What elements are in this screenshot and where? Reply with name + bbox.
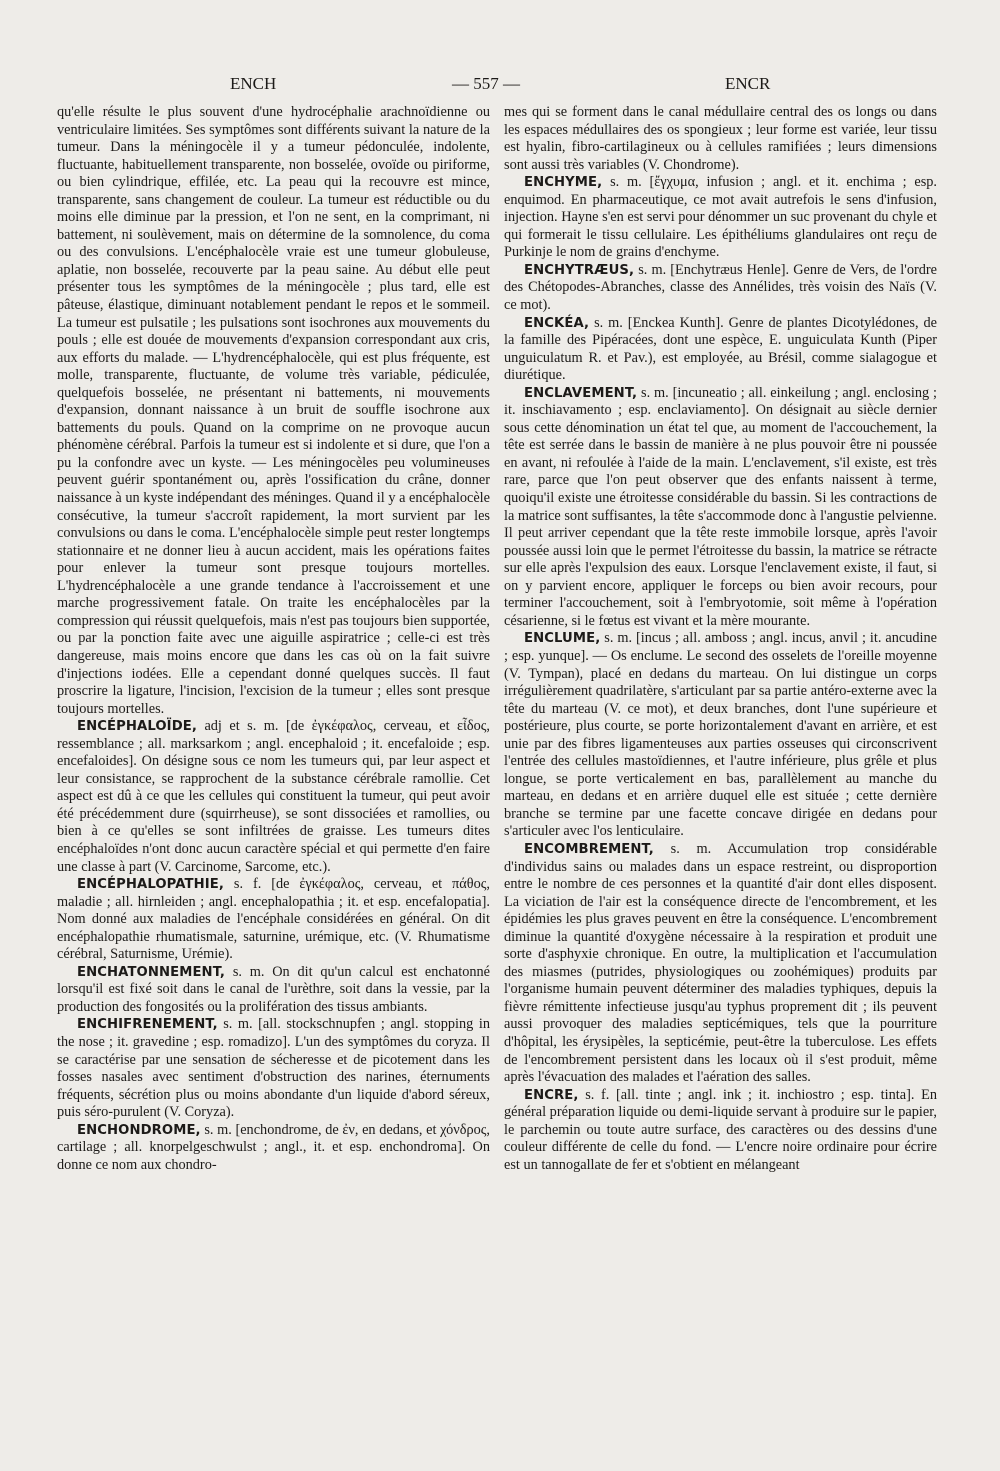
entry-text: qu'elle résulte le plus souvent d'une hydrocéphalie arachnoïdienne ou ventriculaire limitées. Ses symptômes sont différents suivant la nature de la tumeur. Dans la méningocèle il y a tumeur pédonculée, indolente, fluctuante, habituellement transparente, non bosselée, ovoïde ou piriforme, ou bien cylindrique, effilée, etc. La peau qui la recouvre est mince, transparente, sans changement de couleur. La tumeur est réductible ou du moins elle diminue par la pression, et l'on ne sent, en la comprimant, ni battement, ni soulèvement, mais on détermine de la somnolence, du coma ou des convulsions. L'encéphalocèle vraie est une tumeur globuleuse, aplatie, non bosselée, recouverte par la peau saine. Au début elle peut présenter tous les symptômes de la méningocèle ; plus tard, elle est pâteuse, élastique, diminuant notablement pendant le repos et le sommeil. La tumeur est pulsatile ; les pulsations sont isochrones aux mouvements du pouls ; elle est douée de mouvements d'expansion correspondant aux cris, aux efforts du malade. — L'hydrencéphalocèle, qui est plus fréquente, est molle, transparente, fluctuante, de volume très variable, pédiculée, quelquefois bosselée, ne présentant ni battements, ni mouvements d'expansion, donnant naissance à un bruit de souffle isochrone aux battements du pouls. Quand on la comprime on ne provoque aucun phénomène cérébral. Parfois la tumeur est si indolente et si dure, que l'on a pu la confondre avec un kyste. — Les méningocèles peu volumineuses peuvent guérir spontanément ou, après l'ossification du crâne, donner naissance à un kyste indépendant des méninges. Quand il y a encéphalocèle consécutive, la tumeur s'accroît rapidement, la mort survient par les convulsions ou dans le coma. L'encéphalocèle simple peut rester longtemps stationnaire et ne donner lieu à aucun accident, mais les opérations faites pour enlever la tumeur sont presque toujours mortelles. L'hydrencéphalocèle a une grande tendance à l'accroissement et une marche progressivement fatale. On traite les encéphalocèles par la compression qui réussit quelquefois, mais n'est pas toujours bien supportée, ou par la ponction faite avec une aiguille aspiratrice ; celle-ci est très dangereuse, mais moins encore que dans les cas où on la fait suivre d'injections iodées. Elle a cependant donné quelques succès. Il faut proscrire la ligature, l'incision, l'excision de la tumeur ; elles sont presque toujours mortelles.	[57, 104, 490, 717]
entry-headword: ENCLUME,	[524, 631, 601, 647]
entry-headword: ENCHYME,	[524, 175, 603, 191]
entry-headword: ENCHIFRENEMENT,	[77, 1017, 218, 1033]
entry-text: s. m. [Enchytræus Henle]. Genre de Vers, de l'ordre des Chétopodes-Abranches, classe des Annélides, très voisin des Naïs (V. ce mot).	[504, 261, 937, 314]
entry-enchyme	[504, 174, 937, 262]
entry-text: s. m. [all. stockschnupfen ; angl. stopping in the nose ; it. gravedine ; esp. romadizo]. L'un des symptômes du coryza. Il se caractérise par une sensation de sécheresse et de picotement dans les fosses nasales avec sentiment d'obstruction des narines, éternuments fréquents, sécrétion plus ou moins abondante d'un liquide d'abord séreux, puis séro-purulent (V. Coryza).	[57, 1016, 490, 1121]
entry-encephalopathie	[57, 876, 490, 964]
entry-encephaloide	[57, 718, 490, 876]
entry-enclume	[504, 630, 937, 841]
entry-text: s. f. [all. tinte ; angl. ink ; it. inchiostro ; esp. tinta]. En général préparation liquide ou demi-liquide servant à produire sur le papier, le parchemin ou toute autre surface, des caractères ou des dessins d'une couleur différente de celle du fond. — L'encre noire ordinaire pour écrire est un tannogallate de fer et s'obtient en mélangeant	[504, 1086, 937, 1173]
entry-encombrement	[504, 841, 937, 1087]
entry-encre	[504, 1087, 937, 1175]
entry-text: s. m. [incus ; all. amboss ; angl. incus, anvil ; it. ancudine ; esp. yunque]. — Os enclume. Le second des osselets de l'oreille moyenne (V. Tympan), placé en dedans du marteau. On lui distingue un corps irrégulièrement quadrilatère, s'articulant par sa partie antéro-externe avec la tête du marteau (V. ce mot), et deux branches, dont l'une supérieure et postérieure, plus courte, se porte horizontalement d'avant en arrière, et est unie par des fibres ligamenteuses aux parties osseuses qui circonscrivent l'entrée des cellules mastoïdiennes, et l'autre inférieure, plus grêle et plus longue, se porte verticalement en bas, parallèlement au manche du marteau, en dedans et en arrière duquel elle est située ; cette dernière branche se termine par une facette concave dirigée en dedans pour s'articuler avec l'os lenticulaire.	[504, 630, 937, 840]
entry-text: adj et s. m. [de ἐγκέφαλος, cerveau, et εἶδος, ressemblance ; all. marksarkom ; angl. encephaloid ; it. encefaloide ; esp. encefaloides]. On désigne sous ce nom les tumeurs qui, par leur aspect et leur consistance, se rapprochent de la substance cérébrale ramollie. Cet aspect est dû à ce que les cellules qui constituent la tumeur, qui peut avoir été précédemment dure (squirrheuse), se sont dissociées et ramollies, ou bien à ce qu'elles se sont infiltrées de graisse. Les tumeurs dites encéphaloïdes n'ont donc aucun caractère spécial et qui permette d'en faire une classe à part (V. Carcinome, Sarcome, etc.).	[57, 718, 490, 875]
entry-headword: ENCÉPHALOÏDE,	[77, 719, 197, 735]
entry-enchytraeus	[504, 262, 937, 315]
entry-text: s. m. [Enckea Kunth]. Genre de plantes Dicotylédones, de la famille des Pipéracées, dont une espèce, E. unguiculata Kunth (Piper unguiculatum R. et Pav.), est employée, au Brésil, comme sialagogue et diurétique.	[504, 314, 937, 384]
entry-text: s. m. Accumulation trop considérable d'individus sains ou malades dans un espace restreint, ou disproportion entre le nombre de ces personnes et la quantité d'air dont elles disposent. La viciation de l'air est la conséquence directe de l'encombrement, et les épidémies les plus graves peuvent en être la conséquence. L'encombrement diminue la quantité d'oxygène nécessaire à la respiration et produit une sorte d'asphyxie chronique. En outre, la multiplication et l'accumulation des miasmes (putrides, physiologiques ou zoohémiques) produits par l'organisme humain peuvent déterminer des maladies typhiques, depuis la fièvre rémittente infectieuse jusqu'au typhus proprement dit ; ils peuvent aussi provoquer des maladies septicémiques, tels que la pourriture d'hôpital, les érysipèles, la septicémie, peut-être la tuberculose. Les effets de l'encombrement persistent dans les locaux où il s'est produit, même après l'évacuation des malades et l'aération des salles.	[504, 840, 937, 1086]
entry-headword: ENCHATONNEMENT,	[77, 964, 226, 980]
right-column	[504, 104, 937, 1174]
running-header	[0, 74, 1000, 98]
entry-enchatonnement	[57, 964, 490, 1017]
entry-headword: ENCHONDROME,	[77, 1122, 201, 1138]
entry-enckea	[504, 315, 937, 385]
entry-text: s. m. On dit qu'un calcul est enchatonné lorsqu'il est fixé soit dans le canal de l'urèthre, soit dans la vessie, par la production des fongosités ou la prolifération des tissus ambiants.	[57, 963, 490, 1015]
header-left-guideword: ENCH	[230, 74, 277, 93]
entry-enchifrenement	[57, 1016, 490, 1121]
entry-headword: ENCKÉA,	[524, 315, 590, 331]
entry-text: s. m. [incuneatio ; all. einkeilung ; angl. enclosing ; it. inschiavamento ; esp. enclaviamento]. On désignait au siècle dernier sous cette dénomination un état tel que, au moment de l'accouchement, la tête est serrée dans le bassin de manière à ne plus pouvoir être ni poussée en avant, ni refoulée à l'aide de la main. L'enclavement, s'il existe, est très rare, parce que l'on peut observer que des enfants naissent à terme, quoiqu'il existe une étroitesse considérable du bassin. Si les contractions de la matrice sont suffisantes, la tête s'accommode donc à l'angustie pelvienne. Il peut arriver cependant que la tête reste immobile lorsque, après l'avoir poussée aussi loin que le permet l'étroitesse du bassin, la matrice se rétracte sur elle après l'expulsion des eaux. Lorsque l'enclavement existe, il faut, si on y parvient encore, appliquer le forceps ou bien avoir recours, pour terminer l'accouchement, soit à l'embryotomie, soit même à l'opération césarienne, si le fœtus est vivant et la mère mourante.	[504, 384, 937, 629]
entry-headword: ENCHYTRÆUS,	[524, 262, 635, 278]
entry-text: s. f. [de ἐγκέφαλος, cerveau, et πάθος, maladie ; all. hirnleiden ; angl. encephalopathia ; it. et esp. encefalopatia]. Nom donné aux maladies de l'encéphale considérées en général. On dit encéphalopathie rhumatismale, saturnine, urémique, etc. (V. Rhumatisme cérébral, Saturnisme, Urémie).	[57, 876, 490, 963]
continuation-paragraph	[57, 104, 490, 718]
entry-text: s. m. [enchondrome, de ἐν, en dedans, et χόνδρος, cartilage ; all. knorpelgeschwulst ; angl., it. et esp. enchondroma]. On donne ce nom aux chondro-	[57, 1121, 490, 1173]
left-column	[57, 104, 490, 1174]
continuation-paragraph	[504, 104, 937, 174]
entry-headword: ENCÉPHALOPATHIE,	[77, 877, 224, 893]
entry-headword: ENCRE,	[524, 1087, 579, 1103]
entry-enclavement	[504, 385, 937, 631]
header-right-guideword: ENCR	[725, 74, 771, 93]
entry-headword: ENCOMBREMENT,	[524, 841, 654, 857]
entry-enchondrome	[57, 1122, 490, 1175]
entry-text: mes qui se forment dans le canal médullaire central des os longs ou dans les espaces médullaires des os spongieux ; leur forme est variée, leur tissu est hyalin, fibro-cartilagineux ou à cellules ramifiées ; leurs dimensions sont aussi très variables (V. Chondrome).	[504, 104, 937, 173]
page-number: — 557 —	[452, 74, 520, 93]
entry-text: s. m. [ἔγχυμα, infusion ; angl. et it. enchima ; esp. enquimod. En pharmaceutique, ce mot avait autrefois le sens d'infusion, injection. Hayne s'en est servi pour dénommer un suc provenant du chyle et qui formerait le tissu cellulaire. Les épithéliums glandulaires ont reçu de Purkinje le nom de grains d'enchyme.	[504, 174, 937, 261]
entry-headword: ENCLAVEMENT,	[524, 385, 638, 401]
